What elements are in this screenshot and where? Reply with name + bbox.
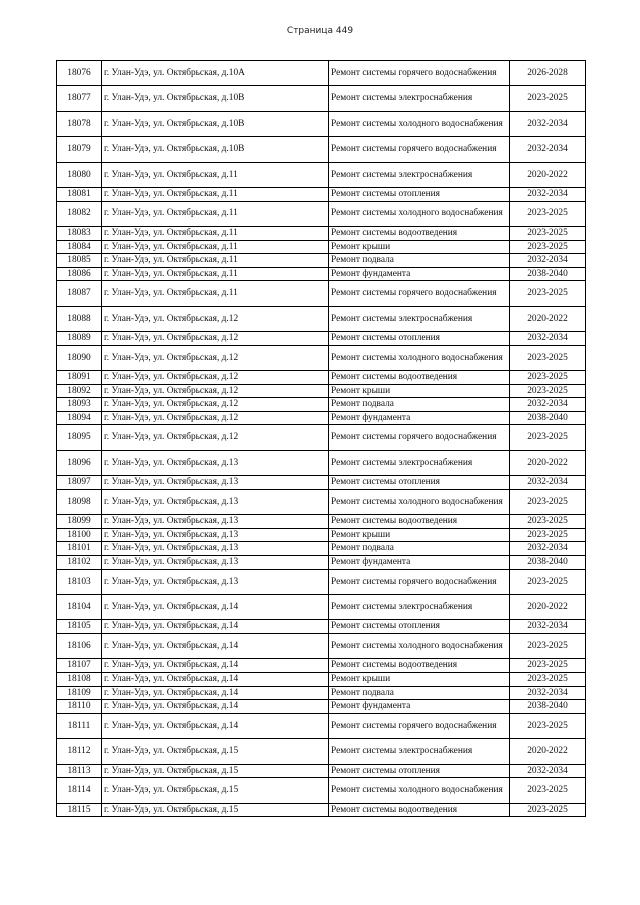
table-row <box>57 778 586 803</box>
table-row <box>57 556 586 570</box>
table-row <box>57 267 586 281</box>
table-row <box>57 659 586 673</box>
table-row <box>57 254 586 268</box>
table-body <box>57 61 586 817</box>
table-row <box>57 620 586 634</box>
work-type-cell: Ремонт системы холодного водоснабжения <box>329 778 510 803</box>
period-cell: 2023-2025 <box>510 201 586 226</box>
work-type-cell: Ремонт подвала <box>329 398 510 412</box>
address-cell: г. Улан-Удэ, ул. Октябрьская, д.14 <box>102 633 329 658</box>
row-number-cell: 18107 <box>57 659 102 673</box>
work-type-cell: Ремонт системы электроснабжения <box>329 450 510 475</box>
period-cell: 2023-2025 <box>510 569 586 594</box>
table-row <box>57 450 586 475</box>
period-cell: 2023-2025 <box>510 226 586 240</box>
address-cell: г. Улан-Удэ, ул. Октябрьская, д.12 <box>102 332 329 346</box>
address-cell: г. Улан-Удэ, ул. Октябрьская, д.14 <box>102 594 329 619</box>
row-number-cell: 18079 <box>57 137 102 162</box>
table-row <box>57 569 586 594</box>
work-type-cell: Ремонт фундамента <box>329 700 510 714</box>
row-number-cell: 18083 <box>57 226 102 240</box>
work-type-cell: Ремонт системы отопления <box>329 332 510 346</box>
address-cell: г. Улан-Удэ, ул. Октябрьская, д.14 <box>102 713 329 738</box>
work-type-cell: Ремонт системы электроснабжения <box>329 594 510 619</box>
address-cell: г. Улан-Удэ, ул. Октябрьская, д.10В <box>102 111 329 136</box>
row-number-cell: 18077 <box>57 86 102 111</box>
row-number-cell: 18090 <box>57 345 102 370</box>
row-number-cell: 18114 <box>57 778 102 803</box>
period-cell: 2038-2040 <box>510 556 586 570</box>
period-cell: 2032-2034 <box>510 332 586 346</box>
work-type-cell: Ремонт фундамента <box>329 556 510 570</box>
address-cell: г. Улан-Удэ, ул. Октябрьская, д.14 <box>102 700 329 714</box>
table-row <box>57 489 586 514</box>
row-number-cell: 18113 <box>57 764 102 778</box>
table-row <box>57 528 586 542</box>
table-row <box>57 398 586 412</box>
address-cell: г. Улан-Удэ, ул. Октябрьская, д.11 <box>102 281 329 306</box>
work-type-cell: Ремонт системы холодного водоснабжения <box>329 633 510 658</box>
work-type-cell: Ремонт крыши <box>329 240 510 254</box>
table-row <box>57 86 586 111</box>
address-cell: г. Улан-Удэ, ул. Октябрьская, д.11 <box>102 254 329 268</box>
work-type-cell: Ремонт системы холодного водоснабжения <box>329 111 510 136</box>
address-cell: г. Улан-Удэ, ул. Октябрьская, д.11 <box>102 187 329 201</box>
period-cell: 2020-2022 <box>510 306 586 331</box>
address-cell: г. Улан-Удэ, ул. Октябрьская, д.14 <box>102 620 329 634</box>
address-cell: г. Улан-Удэ, ул. Октябрьская, д.12 <box>102 398 329 412</box>
period-cell: 2038-2040 <box>510 267 586 281</box>
work-type-cell: Ремонт системы горячего водоснабжения <box>329 61 510 86</box>
table-row <box>57 542 586 556</box>
row-number-cell: 18103 <box>57 569 102 594</box>
period-cell: 2023-2025 <box>510 778 586 803</box>
row-number-cell: 18105 <box>57 620 102 634</box>
row-number-cell: 18099 <box>57 515 102 529</box>
address-cell: г. Улан-Удэ, ул. Октябрьская, д.11 <box>102 226 329 240</box>
row-number-cell: 18089 <box>57 332 102 346</box>
row-number-cell: 18093 <box>57 398 102 412</box>
period-cell: 2032-2034 <box>510 187 586 201</box>
table-row <box>57 700 586 714</box>
work-type-cell: Ремонт системы электроснабжения <box>329 162 510 187</box>
period-cell: 2023-2025 <box>510 384 586 398</box>
period-cell: 2023-2025 <box>510 371 586 385</box>
address-cell: г. Улан-Удэ, ул. Октябрьская, д.14 <box>102 672 329 686</box>
table-row <box>57 633 586 658</box>
period-cell: 2023-2025 <box>510 528 586 542</box>
work-type-cell: Ремонт системы водоотведения <box>329 226 510 240</box>
table-row <box>57 226 586 240</box>
address-cell: г. Улан-Удэ, ул. Октябрьская, д.11 <box>102 267 329 281</box>
row-number-cell: 18100 <box>57 528 102 542</box>
period-cell: 2032-2034 <box>510 542 586 556</box>
row-number-cell: 18110 <box>57 700 102 714</box>
address-cell: г. Улан-Удэ, ул. Октябрьская, д.12 <box>102 306 329 331</box>
address-cell: г. Улан-Удэ, ул. Октябрьская, д.14 <box>102 686 329 700</box>
row-number-cell: 18076 <box>57 61 102 86</box>
table-row <box>57 332 586 346</box>
address-cell: г. Улан-Удэ, ул. Октябрьская, д.13 <box>102 450 329 475</box>
period-cell: 2023-2025 <box>510 633 586 658</box>
work-type-cell: Ремонт системы холодного водоснабжения <box>329 201 510 226</box>
row-number-cell: 18095 <box>57 425 102 450</box>
period-cell: 2020-2022 <box>510 739 586 764</box>
work-type-cell: Ремонт системы горячего водоснабжения <box>329 281 510 306</box>
table-row <box>57 739 586 764</box>
page-number-label: Страница 449 <box>286 26 354 36</box>
table-row <box>57 371 586 385</box>
row-number-cell: 18092 <box>57 384 102 398</box>
period-cell: 2020-2022 <box>510 594 586 619</box>
table-row <box>57 713 586 738</box>
period-cell: 2023-2025 <box>510 489 586 514</box>
repair-schedule-table <box>56 60 586 817</box>
address-cell: г. Улан-Удэ, ул. Октябрьская, д.13 <box>102 528 329 542</box>
work-type-cell: Ремонт системы отопления <box>329 187 510 201</box>
work-type-cell: Ремонт системы холодного водоснабжения <box>329 345 510 370</box>
address-cell: г. Улан-Удэ, ул. Октябрьская, д.10В <box>102 137 329 162</box>
address-cell: г. Улан-Удэ, ул. Октябрьская, д.15 <box>102 803 329 817</box>
table-row <box>57 425 586 450</box>
work-type-cell: Ремонт системы горячего водоснабжения <box>329 713 510 738</box>
work-type-cell: Ремонт подвала <box>329 542 510 556</box>
address-cell: г. Улан-Удэ, ул. Октябрьская, д.11 <box>102 201 329 226</box>
address-cell: г. Улан-Удэ, ул. Октябрьская, д.10В <box>102 86 329 111</box>
row-number-cell: 18086 <box>57 267 102 281</box>
period-cell: 2023-2025 <box>510 672 586 686</box>
table-row <box>57 111 586 136</box>
work-type-cell: Ремонт системы водоотведения <box>329 803 510 817</box>
row-number-cell: 18081 <box>57 187 102 201</box>
period-cell: 2023-2025 <box>510 345 586 370</box>
period-cell: 2038-2040 <box>510 700 586 714</box>
row-number-cell: 18091 <box>57 371 102 385</box>
address-cell: г. Улан-Удэ, ул. Октябрьская, д.15 <box>102 739 329 764</box>
address-cell: г. Улан-Удэ, ул. Октябрьская, д.15 <box>102 778 329 803</box>
address-cell: г. Улан-Удэ, ул. Октябрьская, д.12 <box>102 345 329 370</box>
address-cell: г. Улан-Удэ, ул. Октябрьская, д.13 <box>102 556 329 570</box>
table-row <box>57 187 586 201</box>
table-row <box>57 201 586 226</box>
work-type-cell: Ремонт крыши <box>329 384 510 398</box>
period-cell: 2023-2025 <box>510 281 586 306</box>
work-type-cell: Ремонт крыши <box>329 672 510 686</box>
work-type-cell: Ремонт системы водоотведения <box>329 371 510 385</box>
period-cell: 2038-2040 <box>510 411 586 425</box>
table-row <box>57 803 586 817</box>
row-number-cell: 18096 <box>57 450 102 475</box>
row-number-cell: 18094 <box>57 411 102 425</box>
work-type-cell: Ремонт системы отопления <box>329 620 510 634</box>
work-type-cell: Ремонт системы электроснабжения <box>329 739 510 764</box>
work-type-cell: Ремонт системы водоотведения <box>329 659 510 673</box>
row-number-cell: 18098 <box>57 489 102 514</box>
address-cell: г. Улан-Удэ, ул. Октябрьская, д.13 <box>102 515 329 529</box>
work-type-cell: Ремонт системы отопления <box>329 476 510 490</box>
address-cell: г. Улан-Удэ, ул. Октябрьская, д.14 <box>102 659 329 673</box>
row-number-cell: 18101 <box>57 542 102 556</box>
address-cell: г. Улан-Удэ, ул. Октябрьская, д.11 <box>102 240 329 254</box>
row-number-cell: 18112 <box>57 739 102 764</box>
address-cell: г. Улан-Удэ, ул. Октябрьская, д.13 <box>102 542 329 556</box>
period-cell: 2032-2034 <box>510 764 586 778</box>
work-type-cell: Ремонт системы горячего водоснабжения <box>329 425 510 450</box>
row-number-cell: 18097 <box>57 476 102 490</box>
period-cell: 2023-2025 <box>510 86 586 111</box>
table-row <box>57 764 586 778</box>
period-cell: 2023-2025 <box>510 425 586 450</box>
row-number-cell: 18085 <box>57 254 102 268</box>
period-cell: 2020-2022 <box>510 162 586 187</box>
table-row <box>57 515 586 529</box>
period-cell: 2023-2025 <box>510 803 586 817</box>
period-cell: 2032-2034 <box>510 254 586 268</box>
address-cell: г. Улан-Удэ, ул. Октябрьская, д.12 <box>102 425 329 450</box>
row-number-cell: 18106 <box>57 633 102 658</box>
period-cell: 2032-2034 <box>510 476 586 490</box>
address-cell: г. Улан-Удэ, ул. Октябрьская, д.13 <box>102 476 329 490</box>
row-number-cell: 18080 <box>57 162 102 187</box>
period-cell: 2023-2025 <box>510 515 586 529</box>
row-number-cell: 18078 <box>57 111 102 136</box>
work-type-cell: Ремонт фундамента <box>329 267 510 281</box>
table-row <box>57 137 586 162</box>
work-type-cell: Ремонт системы холодного водоснабжения <box>329 489 510 514</box>
table-row <box>57 411 586 425</box>
table-row <box>57 384 586 398</box>
address-cell: г. Улан-Удэ, ул. Октябрьская, д.13 <box>102 489 329 514</box>
table-row <box>57 686 586 700</box>
row-number-cell: 18109 <box>57 686 102 700</box>
address-cell: г. Улан-Удэ, ул. Октябрьская, д.13 <box>102 569 329 594</box>
table-row <box>57 306 586 331</box>
address-cell: г. Улан-Удэ, ул. Октябрьская, д.11 <box>102 162 329 187</box>
table-row <box>57 240 586 254</box>
row-number-cell: 18087 <box>57 281 102 306</box>
row-number-cell: 18084 <box>57 240 102 254</box>
address-cell: г. Улан-Удэ, ул. Октябрьская, д.15 <box>102 764 329 778</box>
table-row <box>57 281 586 306</box>
work-type-cell: Ремонт системы электроснабжения <box>329 86 510 111</box>
period-cell: 2032-2034 <box>510 398 586 412</box>
table-row <box>57 162 586 187</box>
period-cell: 2032-2034 <box>510 686 586 700</box>
period-cell: 2023-2025 <box>510 240 586 254</box>
address-cell: г. Улан-Удэ, ул. Октябрьская, д.12 <box>102 411 329 425</box>
table-row <box>57 594 586 619</box>
row-number-cell: 18115 <box>57 803 102 817</box>
row-number-cell: 18102 <box>57 556 102 570</box>
row-number-cell: 18082 <box>57 201 102 226</box>
row-number-cell: 18108 <box>57 672 102 686</box>
table-row <box>57 476 586 490</box>
period-cell: 2032-2034 <box>510 111 586 136</box>
work-type-cell: Ремонт системы отопления <box>329 764 510 778</box>
period-cell: 2023-2025 <box>510 659 586 673</box>
address-cell: г. Улан-Удэ, ул. Октябрьская, д.12 <box>102 384 329 398</box>
period-cell: 2032-2034 <box>510 137 586 162</box>
table-row <box>57 345 586 370</box>
work-type-cell: Ремонт подвала <box>329 254 510 268</box>
period-cell: 2023-2025 <box>510 713 586 738</box>
work-type-cell: Ремонт крыши <box>329 528 510 542</box>
work-type-cell: Ремонт подвала <box>329 686 510 700</box>
table-row <box>57 61 586 86</box>
row-number-cell: 18104 <box>57 594 102 619</box>
work-type-cell: Ремонт системы горячего водоснабжения <box>329 137 510 162</box>
period-cell: 2032-2034 <box>510 620 586 634</box>
row-number-cell: 18111 <box>57 713 102 738</box>
work-type-cell: Ремонт системы электроснабжения <box>329 306 510 331</box>
period-cell: 2026-2028 <box>510 61 586 86</box>
table-row <box>57 672 586 686</box>
work-type-cell: Ремонт фундамента <box>329 411 510 425</box>
address-cell: г. Улан-Удэ, ул. Октябрьская, д.12 <box>102 371 329 385</box>
work-type-cell: Ремонт системы водоотведения <box>329 515 510 529</box>
row-number-cell: 18088 <box>57 306 102 331</box>
period-cell: 2020-2022 <box>510 450 586 475</box>
address-cell: г. Улан-Удэ, ул. Октябрьская, д.10А <box>102 61 329 86</box>
work-type-cell: Ремонт системы горячего водоснабжения <box>329 569 510 594</box>
